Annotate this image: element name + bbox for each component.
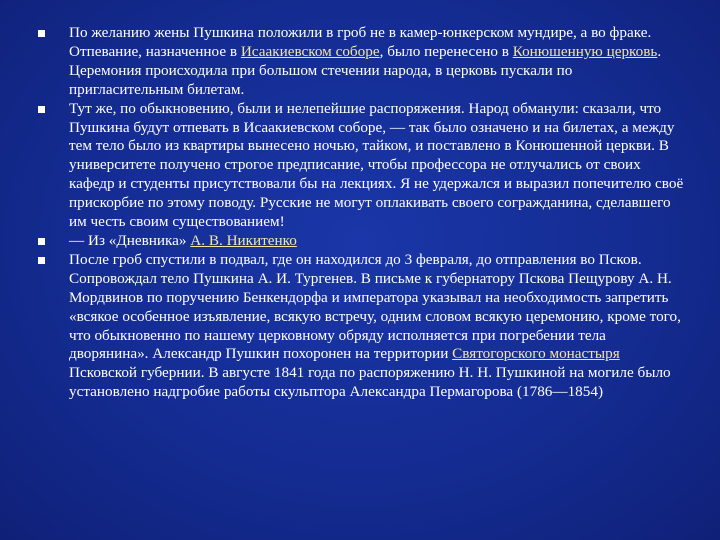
bullet-text: , было перенесено в [379, 42, 513, 60]
bullet-item [38, 251, 688, 402]
bullet-text: После гроб спустили в подвал, где он находился до 3 февраля, до отправления во Псков. Сопровождал тело Пушкина А. И. Тургенев. В письме к губернатору Пскова Пещурову А. Н. Мордвинов по поручению Бенкендорфа и императора указывал на необходимость запретить «всякое особенное изъявление, всякую встречу, одним словом всякую церемонию, кроме того, что обыкновенно по нашему церковному обряду исполняется при погребении тела дворянина». Александр Пушкин похоронен на территории [69, 250, 681, 363]
link-nikitenko[interactable]: А. В. Никитенко [190, 231, 297, 249]
bullet-list [38, 24, 688, 402]
bullet-text: Тут же, по обыкновению, были и нелепейшие распоряжения. Народ обманули: сказали, что Пушкина будут отпевать в Исаакиевском соборе, — так было означено и на билетах, а между тем тело было из квартиры вынесено ночью, тайком, и поставлено в Конюшенной церкви. В университете получено строгое предписание, чтобы профессора не отлучались от своих кафедр и студенты присутствовали бы на лекциях. Я не удержался и выразил попечителю своё прискорбие по этому поводу. Русские не могут оплакивать своего согражданина, сделавшего им честь своим существованием! [69, 99, 684, 231]
square-bullet-icon [38, 30, 45, 37]
bullet-item [38, 24, 688, 100]
link-svyatogorsky-monastery[interactable]: Святогорского монастыря [452, 345, 620, 363]
bullet-text: Псковской губернии. В августе 1841 года по распоряжению Н. Н. Пушкиной на могиле было установлено надгробие работы скульптора Александра Пермагорова (1786—1854) [69, 364, 671, 401]
square-bullet-icon [38, 257, 45, 264]
bullet-text: — Из «Дневника» [69, 231, 191, 249]
square-bullet-icon [38, 238, 45, 245]
bullet-text: По желанию жены Пушкина положили в гроб не в камер-юнкерском мундире, а во фраке. Отпевание, назначенное в [69, 24, 652, 60]
link-isaac-cathedral[interactable]: Исаакиевском соборе [240, 42, 380, 60]
link-konyushennaya-church[interactable]: Конюшенную церковь [512, 42, 658, 60]
bullet-item [38, 232, 688, 251]
bullet-text: . Церемония происходила при большом стечении народа, в церковь пускали по пригласительным билетам. [69, 42, 662, 98]
bullet-item [38, 100, 688, 232]
square-bullet-icon [38, 106, 45, 113]
